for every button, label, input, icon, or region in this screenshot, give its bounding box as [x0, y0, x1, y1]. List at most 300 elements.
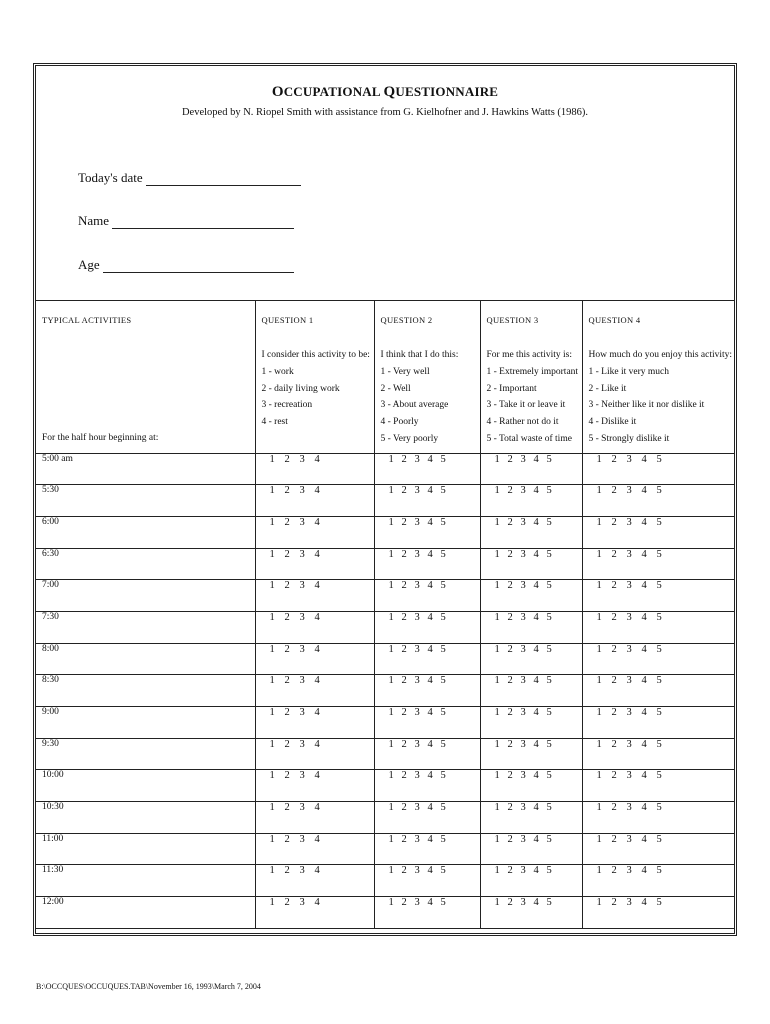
rating-option[interactable]: 5 [440, 833, 446, 845]
rating-option[interactable]: 2 [611, 802, 617, 814]
rating-option[interactable]: 3 [520, 833, 526, 845]
rating-option[interactable]: 1 [388, 707, 394, 718]
rating-option[interactable]: 2 [401, 611, 407, 623]
rating-option[interactable]: 4 [533, 643, 539, 655]
rating-option[interactable]: 2 [507, 738, 513, 750]
rating-option[interactable]: 4 [533, 738, 539, 750]
rating-option[interactable]: 2 [284, 485, 290, 497]
rating-option[interactable]: 4 [533, 707, 539, 718]
time-cell[interactable]: 11:30 [36, 865, 255, 897]
rating-option[interactable]: 3 [520, 453, 526, 465]
rating-option[interactable]: 2 [401, 833, 407, 845]
rating-option[interactable]: 3 [299, 707, 305, 718]
rating-option[interactable]: 3 [520, 675, 526, 687]
rating-option[interactable]: 1 [269, 802, 275, 814]
rating-option[interactable]: 4 [427, 580, 433, 592]
rating-option[interactable]: 1 [596, 485, 602, 497]
rating-option[interactable]: 3 [626, 897, 632, 909]
rating-option[interactable]: 5 [546, 675, 552, 687]
rating-option[interactable]: 5 [546, 897, 552, 909]
rating-option[interactable]: 3 [299, 865, 305, 877]
rating-option[interactable]: 2 [401, 675, 407, 687]
rating-option[interactable]: 4 [641, 802, 647, 814]
name-line[interactable] [112, 215, 294, 229]
rating-option[interactable]: 3 [626, 802, 632, 814]
rating-option[interactable]: 1 [269, 675, 275, 687]
rating-option[interactable]: 1 [596, 833, 602, 845]
rating-option[interactable]: 4 [314, 897, 320, 909]
rating-option[interactable]: 5 [656, 485, 662, 497]
rating-option[interactable]: 5 [440, 738, 446, 750]
rating-option[interactable]: 4 [427, 643, 433, 655]
rating-option[interactable]: 4 [641, 707, 647, 718]
rating-option[interactable]: 4 [427, 516, 433, 528]
rating-option[interactable]: 5 [440, 865, 446, 877]
time-cell[interactable]: 5:00 am [36, 453, 255, 485]
rating-option[interactable]: 1 [269, 897, 275, 909]
rating-option[interactable]: 1 [269, 643, 275, 655]
time-cell[interactable]: 9:00 [36, 707, 255, 739]
rating-option[interactable]: 3 [414, 770, 420, 782]
rating-option[interactable]: 3 [414, 738, 420, 750]
rating-option[interactable]: 4 [533, 485, 539, 497]
rating-option[interactable]: 3 [299, 770, 305, 782]
rating-option[interactable]: 2 [401, 707, 407, 718]
rating-option[interactable]: 2 [401, 770, 407, 782]
todays-date-line[interactable] [146, 172, 301, 186]
rating-option[interactable]: 4 [314, 707, 320, 718]
rating-option[interactable]: 3 [626, 453, 632, 465]
rating-option[interactable]: 5 [440, 802, 446, 814]
rating-option[interactable]: 2 [284, 675, 290, 687]
rating-option[interactable]: 3 [626, 865, 632, 877]
rating-option[interactable]: 1 [596, 707, 602, 718]
rating-option[interactable]: 2 [284, 770, 290, 782]
rating-option[interactable]: 5 [546, 707, 552, 718]
rating-option[interactable]: 4 [314, 548, 320, 560]
rating-option[interactable]: 3 [299, 453, 305, 465]
rating-option[interactable]: 2 [284, 611, 290, 623]
rating-option[interactable]: 5 [546, 643, 552, 655]
rating-option[interactable]: 1 [596, 802, 602, 814]
rating-option[interactable]: 3 [299, 675, 305, 687]
rating-option[interactable]: 2 [401, 738, 407, 750]
rating-option[interactable]: 3 [414, 453, 420, 465]
rating-option[interactable]: 1 [596, 516, 602, 528]
rating-option[interactable]: 4 [533, 580, 539, 592]
rating-option[interactable]: 5 [440, 453, 446, 465]
rating-option[interactable]: 4 [533, 865, 539, 877]
rating-option[interactable]: 1 [596, 643, 602, 655]
rating-option[interactable]: 5 [440, 643, 446, 655]
rating-option[interactable]: 2 [401, 485, 407, 497]
rating-option[interactable]: 1 [494, 643, 500, 655]
rating-option[interactable]: 1 [388, 485, 394, 497]
rating-option[interactable]: 2 [507, 865, 513, 877]
rating-option[interactable]: 2 [611, 643, 617, 655]
rating-option[interactable]: 4 [427, 707, 433, 718]
rating-option[interactable]: 1 [494, 611, 500, 623]
rating-option[interactable]: 1 [494, 485, 500, 497]
rating-option[interactable]: 1 [596, 580, 602, 592]
rating-option[interactable]: 1 [494, 453, 500, 465]
time-cell[interactable]: 8:30 [36, 675, 255, 707]
rating-option[interactable]: 4 [314, 833, 320, 845]
rating-option[interactable]: 1 [388, 738, 394, 750]
rating-option[interactable]: 2 [507, 611, 513, 623]
rating-option[interactable]: 4 [641, 738, 647, 750]
rating-option[interactable]: 1 [388, 770, 394, 782]
rating-option[interactable]: 3 [520, 485, 526, 497]
rating-option[interactable]: 5 [440, 516, 446, 528]
rating-option[interactable]: 1 [494, 675, 500, 687]
rating-option[interactable]: 3 [626, 738, 632, 750]
rating-option[interactable]: 2 [401, 897, 407, 909]
rating-option[interactable]: 2 [507, 516, 513, 528]
rating-option[interactable]: 4 [641, 516, 647, 528]
rating-option[interactable]: 1 [596, 738, 602, 750]
rating-option[interactable]: 2 [611, 548, 617, 560]
rating-option[interactable]: 1 [388, 580, 394, 592]
rating-option[interactable]: 4 [533, 453, 539, 465]
rating-option[interactable]: 5 [546, 770, 552, 782]
rating-option[interactable]: 1 [494, 707, 500, 718]
rating-option[interactable]: 3 [520, 580, 526, 592]
rating-option[interactable]: 2 [507, 548, 513, 560]
rating-option[interactable]: 2 [611, 833, 617, 845]
rating-option[interactable]: 3 [626, 675, 632, 687]
rating-option[interactable]: 3 [299, 548, 305, 560]
rating-option[interactable]: 5 [656, 770, 662, 782]
rating-option[interactable]: 1 [494, 770, 500, 782]
rating-option[interactable]: 5 [440, 548, 446, 560]
rating-option[interactable]: 3 [414, 675, 420, 687]
rating-option[interactable]: 5 [546, 611, 552, 623]
rating-option[interactable]: 3 [299, 738, 305, 750]
rating-option[interactable]: 5 [656, 675, 662, 687]
rating-option[interactable]: 4 [314, 516, 320, 528]
rating-option[interactable]: 3 [414, 897, 420, 909]
rating-option[interactable]: 5 [546, 865, 552, 877]
rating-option[interactable]: 3 [520, 516, 526, 528]
time-cell[interactable]: 7:00 [36, 580, 255, 612]
rating-option[interactable]: 4 [427, 548, 433, 560]
rating-option[interactable]: 2 [401, 453, 407, 465]
rating-option[interactable]: 5 [546, 802, 552, 814]
rating-option[interactable]: 4 [641, 611, 647, 623]
rating-option[interactable]: 1 [596, 897, 602, 909]
time-cell[interactable]: 11:00 [36, 833, 255, 865]
rating-option[interactable]: 3 [414, 580, 420, 592]
rating-option[interactable]: 5 [656, 453, 662, 465]
rating-option[interactable]: 4 [314, 738, 320, 750]
rating-option[interactable]: 1 [596, 675, 602, 687]
time-cell[interactable]: 9:30 [36, 738, 255, 770]
rating-option[interactable]: 3 [520, 643, 526, 655]
rating-option[interactable]: 5 [546, 516, 552, 528]
time-cell[interactable]: 6:00 [36, 516, 255, 548]
rating-option[interactable]: 5 [546, 580, 552, 592]
rating-option[interactable]: 4 [641, 485, 647, 497]
rating-option[interactable]: 3 [299, 643, 305, 655]
rating-option[interactable]: 2 [507, 802, 513, 814]
rating-option[interactable]: 5 [656, 707, 662, 718]
rating-option[interactable]: 1 [269, 548, 275, 560]
rating-option[interactable]: 1 [596, 453, 602, 465]
rating-option[interactable]: 1 [494, 738, 500, 750]
rating-option[interactable]: 4 [314, 643, 320, 655]
rating-option[interactable]: 2 [611, 485, 617, 497]
rating-option[interactable]: 5 [656, 738, 662, 750]
rating-option[interactable]: 4 [641, 770, 647, 782]
name-field[interactable] [78, 213, 294, 229]
rating-option[interactable]: 2 [611, 453, 617, 465]
rating-option[interactable]: 4 [314, 802, 320, 814]
rating-option[interactable]: 1 [494, 548, 500, 560]
rating-option[interactable]: 5 [656, 833, 662, 845]
rating-option[interactable]: 3 [414, 485, 420, 497]
rating-option[interactable]: 3 [299, 485, 305, 497]
rating-option[interactable]: 4 [427, 738, 433, 750]
rating-option[interactable]: 3 [299, 833, 305, 845]
rating-option[interactable]: 5 [440, 770, 446, 782]
rating-option[interactable]: 3 [414, 707, 420, 718]
rating-option[interactable]: 3 [414, 833, 420, 845]
rating-option[interactable]: 5 [656, 897, 662, 909]
rating-option[interactable]: 5 [546, 833, 552, 845]
rating-option[interactable]: 4 [641, 548, 647, 560]
rating-option[interactable]: 2 [284, 707, 290, 718]
rating-option[interactable]: 2 [401, 865, 407, 877]
rating-option[interactable]: 3 [299, 580, 305, 592]
rating-option[interactable]: 1 [596, 548, 602, 560]
rating-option[interactable]: 1 [494, 833, 500, 845]
rating-option[interactable]: 1 [269, 770, 275, 782]
rating-option[interactable]: 2 [611, 897, 617, 909]
rating-option[interactable]: 2 [507, 770, 513, 782]
rating-option[interactable]: 2 [284, 643, 290, 655]
rating-option[interactable]: 1 [388, 453, 394, 465]
rating-option[interactable]: 4 [641, 453, 647, 465]
rating-option[interactable]: 4 [314, 675, 320, 687]
rating-option[interactable]: 3 [626, 707, 632, 718]
rating-option[interactable]: 5 [656, 516, 662, 528]
rating-option[interactable]: 1 [388, 611, 394, 623]
rating-option[interactable]: 2 [611, 516, 617, 528]
rating-option[interactable]: 4 [314, 580, 320, 592]
rating-option[interactable]: 4 [533, 897, 539, 909]
rating-option[interactable]: 4 [427, 802, 433, 814]
rating-option[interactable]: 4 [641, 865, 647, 877]
rating-option[interactable]: 3 [414, 548, 420, 560]
rating-option[interactable]: 4 [314, 865, 320, 877]
rating-option[interactable]: 1 [388, 865, 394, 877]
rating-option[interactable]: 3 [299, 516, 305, 528]
rating-option[interactable]: 2 [611, 611, 617, 623]
time-cell[interactable]: 10:30 [36, 802, 255, 834]
rating-option[interactable]: 3 [626, 833, 632, 845]
rating-option[interactable]: 5 [440, 707, 446, 718]
rating-option[interactable]: 1 [596, 865, 602, 877]
rating-option[interactable]: 4 [533, 675, 539, 687]
rating-option[interactable]: 2 [284, 516, 290, 528]
rating-option[interactable]: 2 [611, 707, 617, 718]
rating-option[interactable]: 3 [626, 580, 632, 592]
rating-option[interactable]: 2 [507, 675, 513, 687]
rating-option[interactable]: 2 [611, 738, 617, 750]
rating-option[interactable]: 2 [401, 548, 407, 560]
time-cell[interactable]: 7:30 [36, 611, 255, 643]
rating-option[interactable]: 1 [494, 897, 500, 909]
rating-option[interactable]: 2 [401, 802, 407, 814]
rating-option[interactable]: 5 [440, 580, 446, 592]
age-field[interactable] [78, 257, 294, 273]
rating-option[interactable]: 3 [626, 485, 632, 497]
rating-option[interactable]: 2 [611, 580, 617, 592]
rating-option[interactable]: 2 [507, 485, 513, 497]
time-cell[interactable]: 12:00 [36, 897, 255, 929]
rating-option[interactable]: 3 [414, 516, 420, 528]
rating-option[interactable]: 5 [440, 675, 446, 687]
rating-option[interactable]: 5 [656, 865, 662, 877]
rating-option[interactable]: 3 [520, 707, 526, 718]
time-cell[interactable]: 6:30 [36, 548, 255, 580]
rating-option[interactable]: 1 [388, 675, 394, 687]
rating-option[interactable]: 3 [520, 611, 526, 623]
time-cell[interactable]: 8:00 [36, 643, 255, 675]
rating-option[interactable]: 1 [388, 643, 394, 655]
rating-option[interactable]: 5 [440, 897, 446, 909]
rating-option[interactable]: 2 [284, 865, 290, 877]
rating-option[interactable]: 2 [401, 516, 407, 528]
rating-option[interactable]: 3 [414, 802, 420, 814]
rating-option[interactable]: 3 [626, 643, 632, 655]
rating-option[interactable]: 3 [520, 802, 526, 814]
rating-option[interactable]: 3 [299, 897, 305, 909]
rating-option[interactable]: 4 [314, 770, 320, 782]
rating-option[interactable]: 2 [401, 643, 407, 655]
rating-option[interactable]: 1 [269, 738, 275, 750]
rating-option[interactable]: 4 [427, 770, 433, 782]
rating-option[interactable]: 1 [269, 580, 275, 592]
rating-option[interactable]: 3 [626, 516, 632, 528]
rating-option[interactable]: 5 [546, 453, 552, 465]
todays-date-field[interactable] [78, 170, 301, 186]
rating-option[interactable]: 4 [314, 485, 320, 497]
rating-option[interactable]: 5 [656, 580, 662, 592]
rating-option[interactable]: 2 [507, 897, 513, 909]
rating-option[interactable]: 2 [507, 580, 513, 592]
rating-option[interactable]: 1 [596, 770, 602, 782]
rating-option[interactable]: 1 [388, 516, 394, 528]
rating-option[interactable]: 1 [269, 833, 275, 845]
rating-option[interactable]: 2 [284, 580, 290, 592]
rating-option[interactable]: 5 [656, 611, 662, 623]
rating-option[interactable]: 2 [507, 707, 513, 718]
rating-option[interactable]: 3 [520, 897, 526, 909]
rating-option[interactable]: 5 [546, 485, 552, 497]
rating-option[interactable]: 1 [269, 865, 275, 877]
rating-option[interactable]: 3 [299, 802, 305, 814]
rating-option[interactable]: 3 [414, 611, 420, 623]
rating-option[interactable]: 3 [414, 865, 420, 877]
rating-option[interactable]: 4 [641, 643, 647, 655]
rating-option[interactable]: 4 [641, 675, 647, 687]
rating-option[interactable]: 2 [284, 548, 290, 560]
rating-option[interactable]: 2 [507, 453, 513, 465]
rating-option[interactable]: 4 [641, 897, 647, 909]
rating-option[interactable]: 5 [656, 802, 662, 814]
rating-option[interactable]: 2 [284, 802, 290, 814]
rating-option[interactable]: 5 [546, 548, 552, 560]
rating-option[interactable]: 1 [494, 865, 500, 877]
rating-option[interactable]: 4 [427, 675, 433, 687]
time-cell[interactable]: 10:00 [36, 770, 255, 802]
rating-option[interactable]: 2 [507, 643, 513, 655]
rating-option[interactable]: 2 [611, 770, 617, 782]
rating-option[interactable]: 1 [494, 516, 500, 528]
rating-option[interactable]: 3 [626, 611, 632, 623]
rating-option[interactable]: 4 [314, 453, 320, 465]
age-line[interactable] [103, 259, 294, 273]
rating-option[interactable]: 5 [656, 643, 662, 655]
rating-option[interactable]: 1 [596, 611, 602, 623]
rating-option[interactable]: 4 [533, 516, 539, 528]
rating-option[interactable]: 4 [427, 833, 433, 845]
rating-option[interactable]: 2 [284, 738, 290, 750]
rating-option[interactable]: 4 [533, 833, 539, 845]
rating-option[interactable]: 5 [440, 485, 446, 497]
rating-option[interactable]: 1 [269, 516, 275, 528]
rating-option[interactable]: 4 [533, 802, 539, 814]
rating-option[interactable]: 1 [269, 453, 275, 465]
rating-option[interactable]: 1 [269, 707, 275, 718]
rating-option[interactable]: 1 [388, 802, 394, 814]
rating-option[interactable]: 1 [269, 611, 275, 623]
rating-option[interactable]: 4 [641, 833, 647, 845]
rating-option[interactable]: 2 [507, 833, 513, 845]
rating-option[interactable]: 5 [440, 611, 446, 623]
rating-option[interactable]: 4 [533, 548, 539, 560]
rating-option[interactable]: 4 [533, 770, 539, 782]
rating-option[interactable]: 4 [427, 865, 433, 877]
rating-option[interactable]: 4 [641, 580, 647, 592]
rating-option[interactable]: 4 [533, 611, 539, 623]
rating-option[interactable]: 3 [626, 770, 632, 782]
rating-option[interactable]: 4 [427, 611, 433, 623]
rating-option[interactable]: 3 [299, 611, 305, 623]
rating-option[interactable]: 3 [414, 643, 420, 655]
rating-option[interactable]: 1 [494, 802, 500, 814]
rating-option[interactable]: 2 [401, 580, 407, 592]
rating-option[interactable]: 2 [611, 675, 617, 687]
time-cell[interactable]: 5:30 [36, 485, 255, 517]
rating-option[interactable]: 1 [269, 485, 275, 497]
rating-option[interactable]: 4 [427, 897, 433, 909]
rating-option[interactable]: 4 [427, 485, 433, 497]
rating-option[interactable]: 1 [388, 833, 394, 845]
rating-option[interactable]: 3 [520, 548, 526, 560]
rating-option[interactable]: 3 [520, 865, 526, 877]
rating-option[interactable]: 1 [388, 548, 394, 560]
rating-option[interactable]: 4 [314, 611, 320, 623]
rating-option[interactable]: 2 [284, 833, 290, 845]
rating-option[interactable]: 3 [520, 770, 526, 782]
rating-option[interactable]: 3 [520, 738, 526, 750]
rating-option[interactable]: 4 [427, 453, 433, 465]
rating-option[interactable]: 1 [494, 580, 500, 592]
rating-option[interactable]: 2 [284, 453, 290, 465]
